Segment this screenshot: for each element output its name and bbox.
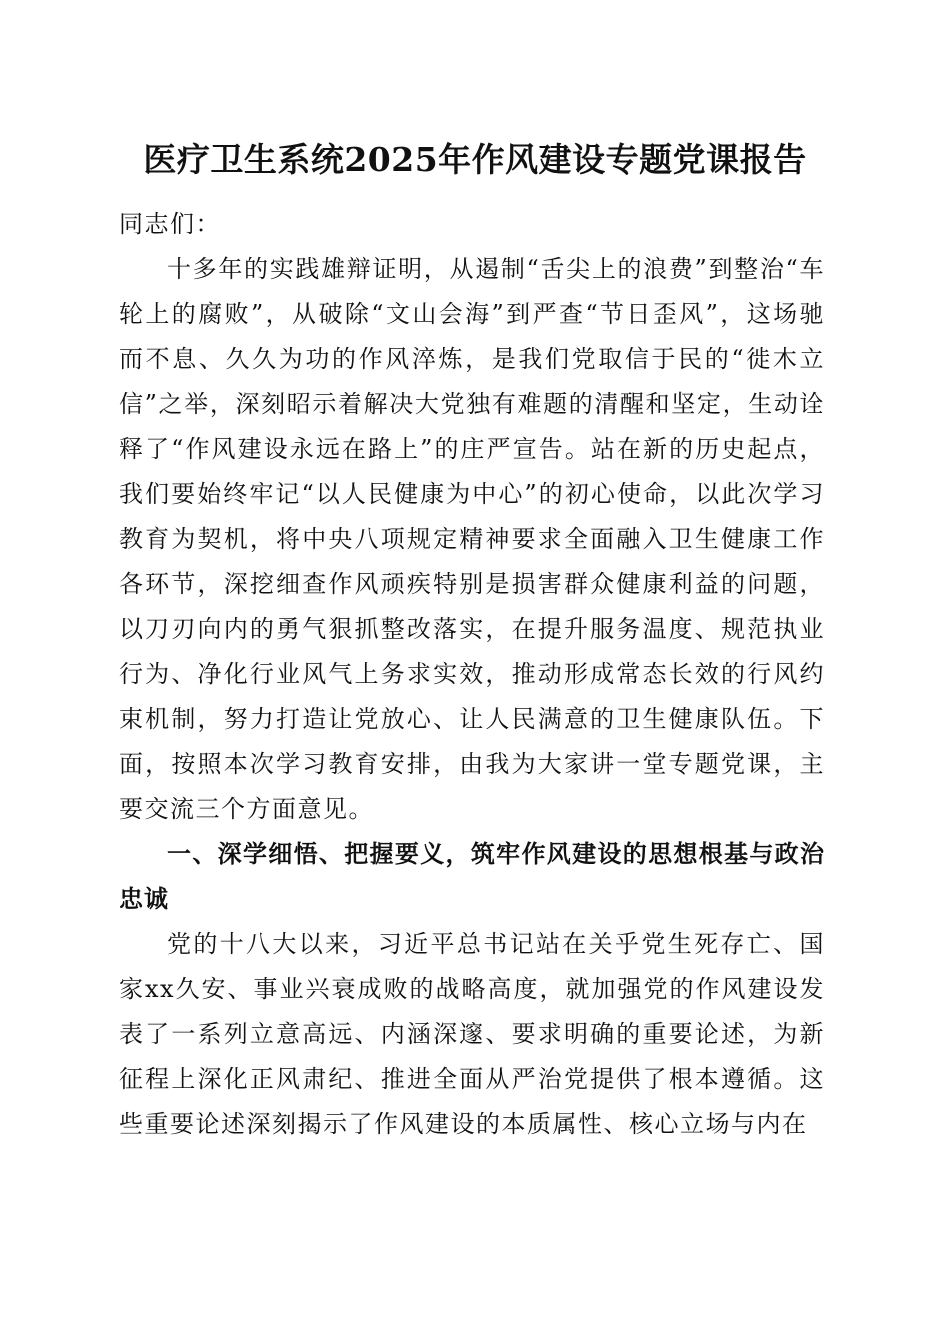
salutation: 同志们： — [119, 210, 221, 238]
document-title: 医疗卫生系统2025年作风建设专题党课报告 — [143, 140, 807, 179]
intro-paragraph: 十多年的实践雄辩证明，从遏制“舌尖上的浪费”到整治“车轮上的腐败”，从破除“文山会海”到严查“节日歪风”，这场驰而不息、久久为功的作风淬炼，是我们党取信于民的“徙木立信”之举，深刻昭示着解决大党独有难题的清醒和坚定，生动诠释了“作风建设永远在路上”的庄严宣告。站在新的历史起点，我们要始终牢记“以人民健康为中心”的初心使命，以此次学习教育为契机，将中央八项规定精神要求全面融入卫生健康工作各环节，深挖细查作风顽疾特别是损害群众健康利益的问题，以刀刃向内的勇气狠抓整改落实，在提升服务温度、规范执业行为、净化行业风气上务求实效，推动形成常态长效的行风约束机制，努力打造让党放心、让人民满意的卫生健康队伍。下面，按照本次学习教育安排，由我为大家讲一堂专题党课，主要交流三个方面意见。 — [119, 255, 825, 823]
document-body — [119, 202, 825, 1147]
section-heading: 一、深学细悟、把握要义，筑牢作风建设的思想根基与政治忠诚 — [119, 840, 825, 913]
section-paragraph: 党的十八大以来，习近平总书记站在关乎党生死存亡、国家xx久安、事业兴衰成败的战略高度，就加强党的作风建设发表了一系列立意高远、内涵深邃、要求明确的重要论述，为新征程上深化正风肃纪、推进全面从严治党提供了根本遵循。这些重要论述深刻揭示了作风建设的本质属性、核心立场与内在 — [119, 930, 825, 1138]
